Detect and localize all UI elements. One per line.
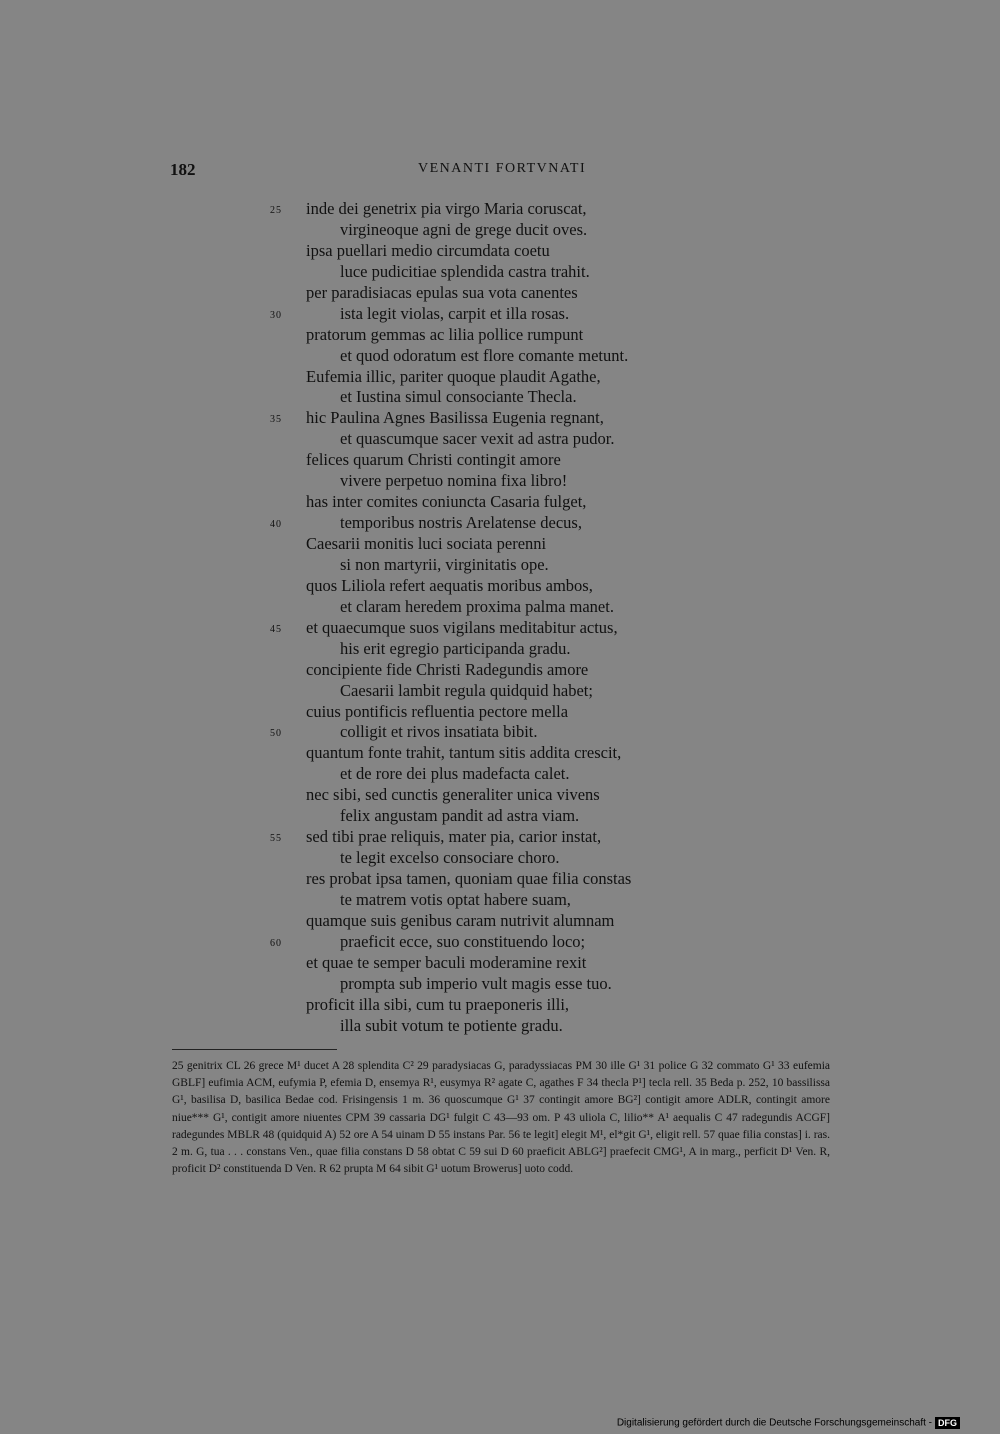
verse-line	[270, 449, 870, 470]
line-number: 50	[270, 728, 282, 740]
verse-text: et quaecumque suos vigilans meditabitur actus,	[306, 617, 618, 637]
verse-text: quos Liliola refert aequatis moribus ambos,	[306, 575, 593, 595]
verse-text: illa subit votum te potiente gradu.	[340, 1015, 563, 1035]
verse-text: pratorum gemmas ac lilia pollice rumpunt	[306, 324, 584, 344]
verse-line	[270, 952, 870, 973]
verse-text: et quascumque sacer vexit ad astra pudor.	[340, 429, 615, 449]
verse-line	[270, 931, 870, 952]
line-number: 60	[270, 937, 282, 949]
verse-line	[270, 638, 870, 659]
verse-text: virgineoque agni de grege ducit oves.	[340, 219, 588, 239]
verse-text: concipiente fide Christi Radegundis amore	[306, 659, 589, 679]
dfg-logo: DFG	[935, 1417, 960, 1429]
verse-text: per paradisiacas epulas sua vota canentes	[306, 282, 578, 302]
verse-line	[270, 575, 870, 596]
verse-text: et Iustina simul consociante Thecla.	[340, 387, 577, 407]
verse-text: sed tibi prae reliquis, mater pia, carior instat,	[306, 827, 602, 847]
verse-line	[270, 428, 870, 449]
verse-text: luce pudicitiae splendida castra trahit.	[340, 261, 590, 281]
line-number: 45	[270, 623, 282, 635]
verse-text: et de rore dei plus madefacta calet.	[340, 764, 570, 784]
verse-line	[270, 680, 870, 701]
line-number: 40	[270, 519, 282, 531]
verse-line	[270, 889, 870, 910]
page-number: 182	[170, 160, 196, 179]
line-number: 55	[270, 833, 282, 845]
line-number: 30	[270, 309, 282, 321]
verse-text: his erit egregio participanda gradu.	[340, 638, 571, 658]
verse-line	[270, 282, 870, 303]
page-header	[170, 160, 870, 182]
verse-line	[270, 763, 870, 784]
verse-text: cuius pontificis refluentia pectore mella	[306, 701, 569, 721]
poem-text	[270, 198, 870, 1036]
line-number: 35	[270, 414, 282, 426]
verse-text: felices quarum Christi contingit amore	[306, 450, 561, 470]
verse-line	[270, 303, 870, 324]
verse-line	[270, 261, 870, 282]
verse-text: si non martyrii, virginitatis ope.	[340, 554, 549, 574]
verse-text: ipsa puellari medio circumdata coetu	[306, 240, 550, 260]
verse-line	[270, 470, 870, 491]
verse-text: te matrem votis optat habere suam,	[340, 889, 571, 909]
verse-text: et claram heredem proxima palma manet.	[340, 596, 614, 616]
verse-text: nec sibi, sed cunctis generaliter unica vivens	[306, 785, 600, 805]
verse-text: praeficit ecce, suo constituendo loco;	[340, 931, 586, 951]
verse-line	[270, 826, 870, 847]
verse-text: proficit illa sibi, cum tu praeponeris illi,	[306, 994, 570, 1014]
verse-line	[270, 491, 870, 512]
verse-text: hic Paulina Agnes Basilissa Eugenia regnant,	[306, 408, 604, 428]
verse-line	[270, 219, 870, 240]
verse-text: res probat ipsa tamen, quoniam quae filia constas	[306, 869, 632, 888]
verse-text: te legit excelso consociare choro.	[340, 848, 560, 868]
verse-line	[270, 324, 870, 345]
verse-line	[270, 742, 870, 763]
verse-text: Caesarii monitis luci sociata perenni	[306, 534, 547, 553]
verse-text: quantum fonte trahit, tantum sitis addita crescit,	[306, 743, 622, 763]
credit-text: Digitalisierung gefördert durch die Deutsche Forschungsgemeinschaft -	[616, 1417, 932, 1429]
verse-line	[270, 533, 870, 554]
verse-line	[270, 366, 870, 387]
verse-text: temporibus nostris Arelatense decus,	[340, 513, 582, 533]
verse-text: et quod odoratum est flore comante metunt.	[340, 345, 629, 365]
verse-line	[270, 198, 870, 219]
verse-line	[270, 868, 870, 889]
verse-text: has inter comites coniuncta Casaria fulget,	[306, 492, 587, 512]
verse-line	[270, 596, 870, 617]
verse-line	[270, 554, 870, 575]
verse-line	[270, 973, 870, 994]
verse-text: quamque suis genibus caram nutrivit alumnam	[306, 910, 615, 930]
critical-apparatus: 25 genitrix CL 26 grece M¹ ducet A 28 splendita C² 29 paradysiacas G, paradyssiacas PM 30 ille G¹ 31 police G 32 commato G¹ 33 eufemia GBLF] eufimia ACM, eufymia P, efemia D, ensemya R¹, eusymya R² agate C, agathes F 34 thecla P¹] tecla rell. 35 Beda p. 252, 10 bassilissa G¹, basilisa D, basilica Bedae cod. Frisingensis 1 m. 36 quoscumque G¹ 37 contingit amore BG²] contigit amore ADLR, contingit amore niue*** G¹, contigit amore niuentes CPM 39 cassaria DG¹ fulgit C 43—93 om. P 43 uliola C, lilio** A¹ aequalis C 47 radegundis ACGF] radegundes MBLR 48 (quidquid A) 52 ore A 54 uinam D 55 instans Par. 56 te legit] elegit M¹, el*git G¹, eligit rell. 57 quae filia constas] i. ras. 2 m. G, tua . . . constans Ven., quae filia constans D 58 obtat C 59 sui D 60 praeficit ABLG²] praefecit CMG¹, A in marg., perficit D¹ Ven. R, proficit D² constituenda D Ven. R 62 prupta M 64 sibit G¹ uotum Browerus] uoto codd.	[172, 1060, 830, 1176]
verse-line	[270, 386, 870, 407]
verse-line	[270, 784, 870, 805]
verse-line	[270, 240, 870, 261]
verse-line	[270, 407, 870, 428]
verse-text: colligit et rivos insatiata bibit.	[340, 722, 538, 742]
verse-text: prompta sub imperio vult magis esse tuo.	[340, 973, 612, 993]
verse-line	[270, 1015, 870, 1036]
verse-line	[270, 805, 870, 826]
verse-line	[270, 659, 870, 680]
verse-line	[270, 701, 870, 722]
footnote-divider	[172, 1049, 337, 1050]
digitization-credit	[617, 1417, 960, 1429]
verse-line	[270, 345, 870, 366]
running-title: VENANTI FORTVNATI	[418, 161, 587, 176]
line-number: 25	[270, 205, 282, 216]
verse-line	[270, 721, 870, 742]
verse-line	[270, 617, 870, 638]
verse-line	[270, 910, 870, 931]
verse-text: felix angustam pandit ad astra viam.	[340, 806, 580, 826]
verse-text: vivere perpetuo nomina fixa libro!	[340, 471, 568, 491]
verse-text: ista legit violas, carpit et illa rosas.	[340, 303, 570, 323]
verse-line	[270, 512, 870, 533]
verse-text: Caesarii lambit regula quidquid habet;	[340, 680, 593, 700]
verse-line	[270, 994, 870, 1015]
verse-line	[270, 847, 870, 868]
verse-text: inde dei genetrix pia virgo Maria coruscat,	[306, 199, 587, 218]
verse-text: Eufemia illic, pariter quoque plaudit Agathe,	[306, 366, 601, 386]
verse-text: et quae te semper baculi moderamine rexit	[306, 952, 587, 972]
